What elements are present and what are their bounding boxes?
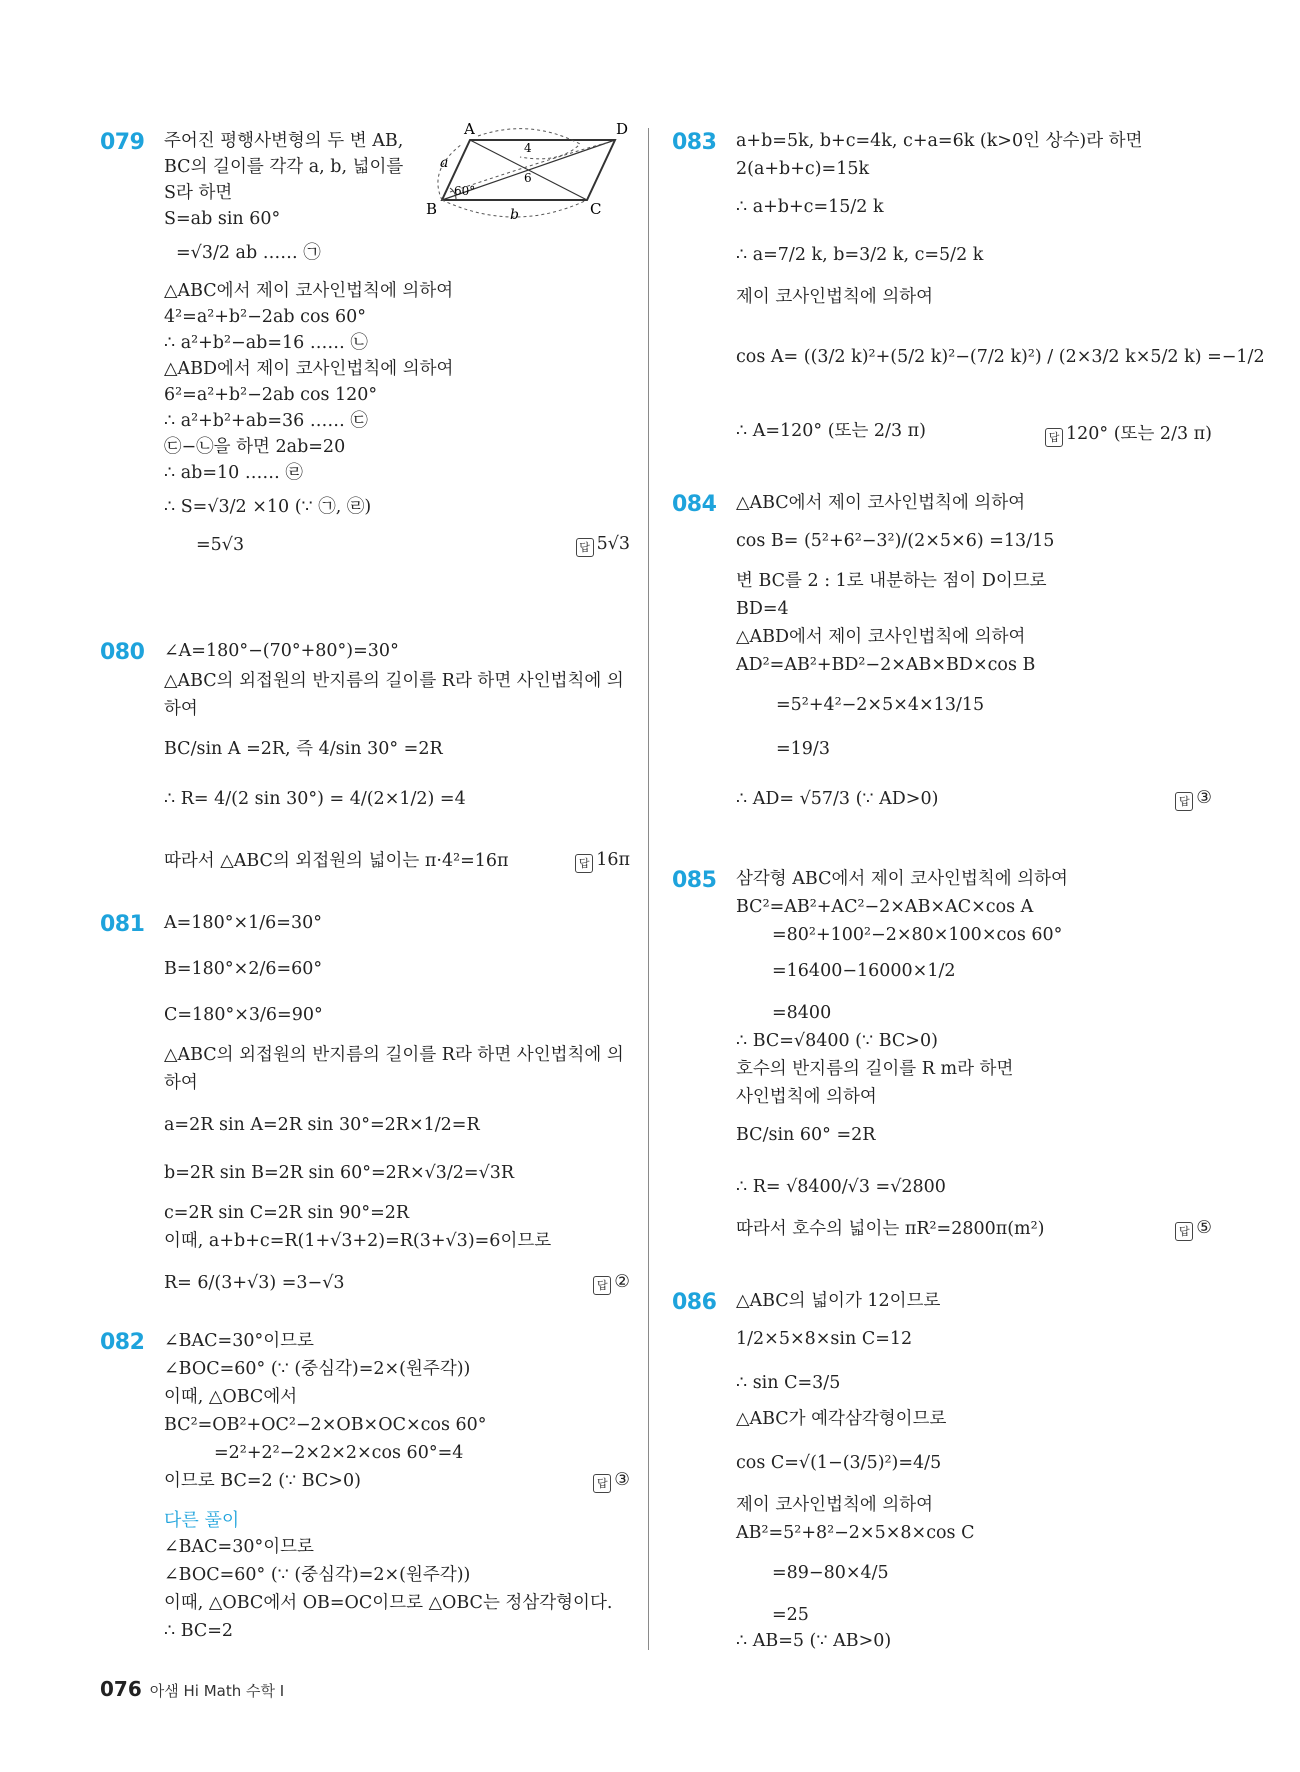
solution-line: =5√3: [196, 535, 245, 555]
solution-line: A=180°×1/6=30°: [164, 913, 322, 933]
answer-value: 5√3: [596, 534, 630, 554]
answer-value: ③: [1196, 788, 1212, 808]
answer-mark: 답: [593, 1474, 611, 1493]
angle-label: 60°: [454, 184, 476, 198]
solution-line: 하여: [164, 1073, 198, 1093]
solution-line: a=2R sin A=2R sin 30°=2R×1/2=R: [164, 1115, 480, 1135]
answer: [1045, 420, 1212, 447]
problem-085: [672, 868, 1212, 1248]
alternative-solution-title: 다른 풀이: [164, 1510, 240, 1531]
solution-line: ∠A=180°−(70°+80°)=30°: [164, 641, 399, 661]
problem-number: 085: [672, 868, 717, 893]
solution-line: ∴ sin C=3/5: [736, 1373, 841, 1393]
solution-line: ∠BOC=60° (∵ (중심각)=2×(원주각)): [164, 1565, 471, 1585]
solution-line: ∴ a²+b²+ab=36 …… ㉢: [164, 411, 368, 431]
problem-number: 084: [672, 492, 717, 517]
vertex-label: B: [426, 200, 438, 218]
solution-line: =2²+2²−2×2×2×cos 60°=4: [214, 1443, 464, 1463]
solution-line: BC²=OB²+OC²−2×OB×OC×cos 60°: [164, 1415, 487, 1435]
solution-line: ∴ a=7/2 k, b=3/2 k, c=5/2 k: [736, 245, 984, 265]
solution-line: △ABC가 예각삼각형이므로: [736, 1409, 947, 1429]
solution-line: =19/3: [776, 739, 830, 759]
solution-line: cos A= ((3/2 k)²+(5/2 k)²−(7/2 k)²) / (2×3/2 k×5/2 k) =−1/2: [736, 347, 1265, 367]
side-label: a: [440, 155, 449, 171]
problem-082: [100, 1330, 630, 1650]
solution-line: 4²=a²+b²−2ab cos 60°: [164, 307, 367, 327]
solution-line: ∴ R= √8400/√3 =√2800: [736, 1177, 946, 1197]
problem-number: 082: [100, 1330, 145, 1355]
problem-081: [100, 912, 630, 1302]
solution-line: cos B= (5²+6²−3²)/(2×5×6) =13/15: [736, 531, 1055, 551]
problem-083: [672, 130, 1265, 450]
column-divider: [648, 128, 649, 1650]
solution-line: S=ab sin 60°: [164, 209, 281, 229]
answer-mark: 답: [1045, 428, 1063, 447]
solution-line: △ABD에서 제이 코사인법칙에 의하여: [164, 359, 454, 379]
answer-value: ⑤: [1196, 1218, 1212, 1238]
solution-line: △ABC에서 제이 코사인법칙에 의하여: [736, 493, 1026, 513]
solution-line: ∠BAC=30°이므로: [164, 1331, 314, 1351]
answer-value: 16π: [596, 850, 630, 870]
answer-mark: 답: [1175, 1222, 1193, 1241]
solution-line: 6²=a²+b²−2ab cos 120°: [164, 385, 378, 405]
solution-line: △ABC에서 제이 코사인법칙에 의하여: [164, 281, 454, 301]
solution-line: 이므로 BC=2 (∵ BC>0): [164, 1471, 361, 1491]
answer: [576, 534, 630, 557]
solution-line: =5²+4²−2×5×4×13/15: [776, 695, 985, 715]
solution-line: △ABD에서 제이 코사인법칙에 의하여: [736, 627, 1026, 647]
solution-line: ∠BOC=60° (∵ (중심각)=2×(원주각)): [164, 1359, 471, 1379]
problem-number: 081: [100, 912, 145, 937]
vertex-label: A: [464, 122, 475, 138]
solution-line: ∴ AB=5 (∵ AB>0): [736, 1631, 892, 1651]
side-label: b: [510, 207, 519, 222]
solution-line: cos C=√(1−(3/5)²)=4/5: [736, 1453, 942, 1473]
parallelogram-figure: [420, 122, 630, 222]
solution-line: BC/sin 60° =2R: [736, 1125, 876, 1145]
problem-number: 080: [100, 640, 145, 665]
page-footer: [100, 1677, 284, 1701]
answer-mark: 답: [1175, 792, 1193, 811]
solution-line: a+b=5k, b+c=4k, c+a=6k (k>0인 상수)라 하면: [736, 131, 1143, 151]
vertex-label: C: [590, 200, 602, 218]
solution-line: ∴ R= 4/(2 sin 30°) = 4/(2×1/2) =4: [164, 789, 466, 809]
solution-line: △ABC의 외접원의 반지름의 길이를 R라 하면 사인법칙에 의: [164, 1045, 624, 1065]
answer: [1175, 788, 1212, 811]
problem-number: 083: [672, 130, 717, 155]
answer: [593, 1470, 630, 1493]
problem-086: [672, 1290, 1212, 1650]
solution-line: ∴ a²+b²−ab=16 …… ㉡: [164, 333, 368, 353]
solution-line: R= 6/(3+√3) =3−√3: [164, 1273, 345, 1293]
solution-line: 제이 코사인법칙에 의하여: [736, 1495, 934, 1515]
diagonal-label: 4: [524, 141, 532, 155]
solution-line: =25: [772, 1605, 809, 1625]
problem-number: 086: [672, 1290, 717, 1315]
solution-line: BC²=AB²+AC²−2×AB×AC×cos A: [736, 897, 1034, 917]
problem-080: [100, 640, 630, 870]
solution-line: 2(a+b+c)=15k: [736, 159, 870, 179]
solution-line: 삼각형 ABC에서 제이 코사인법칙에 의하여: [736, 869, 1068, 889]
solution-line: =89−80×4/5: [772, 1563, 889, 1583]
solution-line: 이때, a+b+c=R(1+√3+2)=R(3+√3)=6이므로: [164, 1231, 552, 1251]
solution-line: ∴ ab=10 …… ㉣: [164, 463, 303, 483]
solution-line: △ABC의 넓이가 12이므로: [736, 1291, 941, 1311]
problem-084: [672, 492, 1212, 832]
solution-line: 호수의 반지름의 길이를 R m라 하면: [736, 1059, 1014, 1079]
answer: [575, 850, 630, 873]
solution-line: =80²+100²−2×80×100×cos 60°: [772, 925, 1063, 945]
solution-line: ∴ a+b+c=15/2 k: [736, 197, 884, 217]
solution-line: ∠BAC=30°이므로: [164, 1537, 314, 1557]
solution-line: ∴ S=√3/2 ×10 (∵ ㉠, ㉣): [164, 497, 372, 517]
solution-line: C=180°×3/6=90°: [164, 1005, 323, 1025]
solution-line: ∴ AD= √57/3 (∵ AD>0): [736, 789, 939, 809]
solution-line: ∴ BC=2: [164, 1621, 234, 1641]
problem-number: 079: [100, 130, 145, 155]
answer: [593, 1272, 630, 1295]
solution-line: BC의 길이를 각각 a, b, 넓이를: [164, 157, 404, 177]
solution-line: 하여: [164, 699, 198, 719]
solution-line: 주어진 평행사변형의 두 변 AB,: [164, 131, 404, 151]
answer-mark: 답: [575, 854, 593, 873]
solution-line: BD=4: [736, 599, 789, 619]
problem-079: [100, 122, 630, 555]
solution-line: =16400−16000×1/2: [772, 961, 956, 981]
answer-mark: 답: [593, 1276, 611, 1295]
solution-line: △ABC의 외접원의 반지름의 길이를 R라 하면 사인법칙에 의: [164, 671, 624, 691]
page-number: 076: [100, 1677, 142, 1701]
solution-line: 따라서 △ABC의 외접원의 넓이는 π·4²=16π: [164, 851, 509, 871]
answer-value: 120° (또는 2/3 π): [1066, 424, 1212, 444]
answer-value: ②: [614, 1272, 630, 1292]
solution-line: ∴ BC=√8400 (∵ BC>0): [736, 1031, 938, 1051]
solution-line: c=2R sin C=2R sin 90°=2R: [164, 1203, 410, 1223]
solution-line: BC/sin A =2R, 즉 4/sin 30° =2R: [164, 739, 443, 759]
solution-line: 1/2×5×8×sin C=12: [736, 1329, 913, 1349]
solution-line: 따라서 호수의 넓이는 πR²=2800π(m²): [736, 1219, 1045, 1239]
solution-line: 사인법칙에 의하여: [736, 1087, 877, 1107]
solution-line: AB²=5²+8²−2×5×8×cos C: [736, 1523, 975, 1543]
solution-line: =8400: [772, 1003, 832, 1023]
solution-line: S라 하면: [164, 183, 233, 203]
solution-line: 이때, △OBC에서 OB=OC이므로 △OBC는 정삼각형이다.: [164, 1593, 613, 1613]
diagonal-label: 6: [524, 171, 532, 185]
solution-line: 이때, △OBC에서: [164, 1387, 298, 1407]
solution-line: 제이 코사인법칙에 의하여: [736, 287, 934, 307]
answer: [1175, 1218, 1212, 1241]
answer-mark: 답: [576, 538, 594, 557]
book-title: 아샘 Hi Math 수학 I: [149, 1682, 285, 1700]
solution-line: 변 BC를 2 : 1로 내분하는 점이 D이므로: [736, 571, 1047, 591]
solution-line: =√3/2 ab …… ㉠: [176, 243, 321, 263]
vertex-label: D: [616, 122, 629, 138]
solution-line: B=180°×2/6=60°: [164, 959, 323, 979]
solution-line: ㉢−㉡을 하면 2ab=20: [164, 437, 346, 457]
solution-line: AD²=AB²+BD²−2×AB×BD×cos B: [736, 655, 1036, 675]
solution-line: ∴ A=120° (또는 2/3 π): [736, 421, 926, 441]
answer-value: ③: [614, 1470, 630, 1490]
solution-line: b=2R sin B=2R sin 60°=2R×√3/2=√3R: [164, 1163, 515, 1183]
